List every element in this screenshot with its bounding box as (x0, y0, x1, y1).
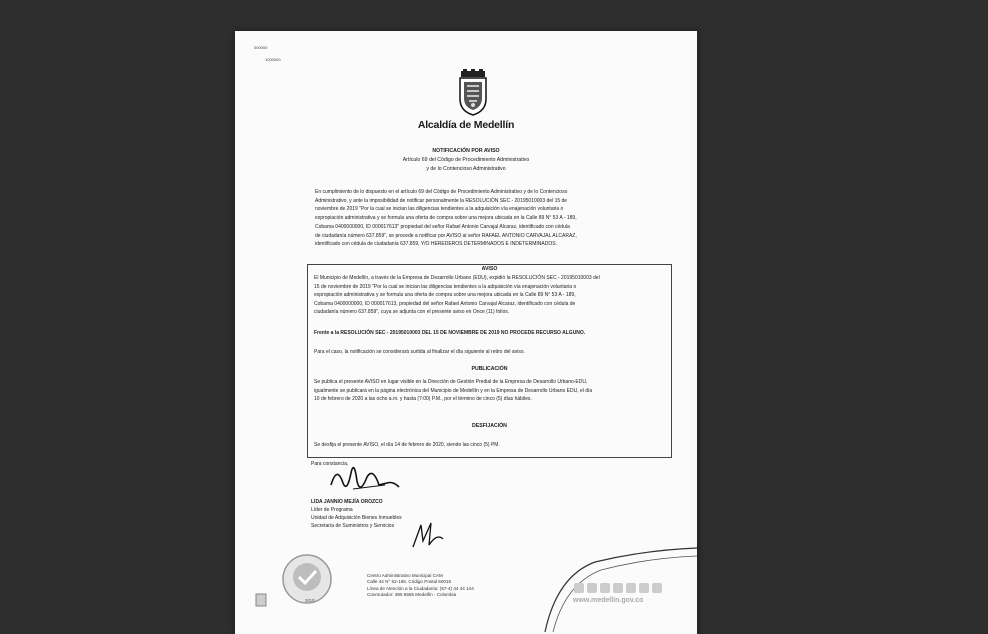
logo-mark-icon (255, 593, 267, 607)
publicacion-heading: PUBLICACIÓN (471, 366, 508, 372)
footer-address (367, 573, 474, 599)
notice-subtitle-1: Artículo 69 del Código de Procedimiento Administrativo (402, 157, 530, 163)
intro-line: Cobama 0400000000, ID 000017613" propiedad del señor Rafael Antonio Carvajal Alcaraz, identificado con cédula (315, 223, 570, 230)
signer-role: Secretaría de Suministros y Servicios (311, 522, 395, 529)
seal-label: SGS (305, 598, 315, 603)
notice-subtitle-2: y de lo Contencioso Administrativo (426, 166, 506, 172)
intro-line: En cumplimiento de lo dispuesto en el artículo 69 del Código de Procedimiento Administrativo y de lo Contencioso (315, 189, 568, 195)
signer-role: Unidad de Adquisición Bienes Inmuebles (311, 514, 402, 521)
notice-title: NOTIFICACIÓN POR AVISO (432, 148, 500, 154)
footer-line: Línea de Atención a la Ciudadanía: (57-4) 44 44 144 (367, 585, 474, 591)
aviso-heading: AVISO (481, 266, 498, 272)
aviso-line: El Municipio de Medellín, a través de la Empresa de Desarrollo Urbano (EDU), expidió la RESOLUCIÓN SEC - 20195010003 del (314, 275, 600, 281)
footer-line: Conmutador: 385 5555 Medellín - Colombia (367, 592, 457, 598)
brand-name: Alcaldía de Medellín (417, 119, 515, 131)
para-constancia: Para constancia, (311, 461, 349, 467)
aviso-line: expropiación administrativa y se formula una oferta de compra sobre una mejora ubicada en la Calle 89 N° 53 A - 189, (314, 292, 576, 299)
corner-code-2: 1000000 (265, 57, 281, 62)
publicacion-line: 10 de febrero de 2020 a las ocho a.m. y hasta (7:00) P.M., por el término de cinco (5) días hábiles. (314, 396, 532, 403)
footer-line: Centro Administrativo Municipal CAM (367, 573, 443, 578)
intro-line: identificado con cédula de ciudadanía 637.859, Y/O HEREDEROS DETERMINADOS E INDETERMINADOS. (315, 241, 557, 248)
aviso-box (307, 264, 672, 458)
aviso-line: 15 de noviembre de 2019 "Por la cual se inician las diligencias tendientes a la adquisición vía enajenación voluntaria o (314, 283, 577, 290)
footer-url: www.medellin.gov.co (573, 597, 644, 604)
publicacion-line: igualmente se publicará en la página electrónica del Municipio de Medellín y en la Empresa de Desarrollo Urbano EDU, el día (314, 387, 593, 394)
aviso-line: ciudadanía número 637.859", cuya se adjunta con el presente aviso en Once (11) folios. (314, 309, 510, 316)
initials-icon (407, 519, 447, 551)
intro-line: noviembre de 2019 "Por la cual se inician las diligencias tendientes a la adquisición vía enajenación voluntaria o (315, 206, 564, 213)
aviso-line: Cobama 0400000000, ID 000017613, propiedad del señor Rafael Antonio Carvajal Alcaraz, identificado con cédula de (314, 300, 576, 307)
recurso-line: Frente a la RESOLUCIÓN SEC - 20195010003 DEL 15 DE NOVIEMBRE DE 2019 NO PROCEDE RECURSO ALGUNO. (314, 330, 586, 336)
desfijacion-line: Se desfija el presente AVISO, el día 14 de febrero de 2020, siendo las cinco (5) PM. (314, 442, 500, 448)
corner-code-1: 000000 (254, 45, 268, 50)
document-page (235, 31, 697, 634)
intro-line: expropiación administrativa y se formula una oferta de compra sobre una mejora ubicada en la Calle 89 N° 53 A - 189, (315, 215, 577, 222)
signature-scribble-icon (327, 455, 407, 497)
intro-line: Administrativo, y ante la imposibilidad de notificar personalmente la RESOLUCIÓN SEC - 20195010003 del 15 de (315, 197, 568, 204)
intro-line: de ciudadanía número 637.859", se procede a notificar por AVISO al señor RAFAEL ANTONIO CARVAJAL ALCARAZ, (315, 232, 577, 239)
footer-line: Calle 44 N° 52-165. Código Postal 50015 (367, 579, 452, 585)
publicacion-paragraph (314, 378, 664, 404)
signer-roles (311, 507, 402, 530)
coat-of-arms-icon (457, 69, 489, 117)
publicacion-line: Se publica el presente AVISO en lugar visible en la Dirección de Gestión Predial de la Empresa de Desarrollo Urbano-EDU, (314, 379, 588, 385)
signer-name: LIDA JANNIO MEJÍA OROZCO (311, 499, 383, 505)
notificacion-line: Para el caso, la notificación se considerará surtida al finalizar el día siguiente al retiro del aviso. (314, 349, 525, 355)
aviso-paragraph (314, 274, 664, 317)
intro-paragraph (315, 188, 667, 249)
social-icons-row (573, 582, 667, 594)
signer-role: Líder de Programa (311, 507, 353, 513)
desfijacion-heading: DESFIJACIÓN (472, 423, 507, 429)
